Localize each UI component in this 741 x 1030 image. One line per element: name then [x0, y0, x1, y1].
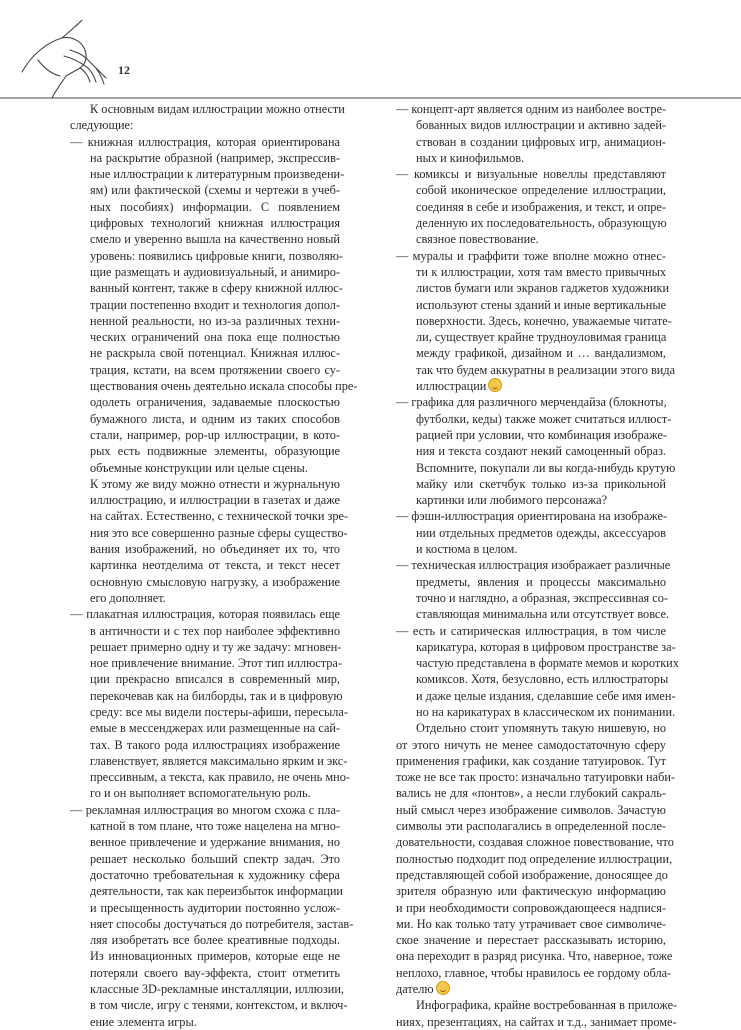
text-line: иллюстрацию, и иллюстрации в газетах и даже: [90, 493, 340, 508]
text-line: нии отдельных предметов одежды, аксессуаров: [416, 525, 666, 540]
left-column: [70, 101, 358, 1030]
text-line: ных и кинофильмов.: [416, 150, 525, 165]
text-line: от этого ничуть не менее самодостаточную сферу: [396, 737, 666, 752]
smiley-emoji-icon: [488, 378, 502, 392]
text-line: среду: все мы видели постеры-афиши, пересыла-: [90, 704, 348, 719]
text-line: ществования очень деятельно искала способы пре-: [90, 379, 358, 394]
text-line: одолеть ограничения, задаваемые плоскостью: [90, 395, 340, 410]
right-column: [396, 101, 679, 1030]
text-line: — плакатная иллюстрация, которая появилась еще: [70, 607, 340, 622]
header-decoration: [0, 20, 741, 100]
text-line: тоже не все так просто: изначально татуировки наби-: [396, 770, 676, 785]
text-line: классные 3D-рекламные инсталляции, иллюзии,: [90, 982, 344, 997]
text-line: няет способы достучаться до потребителя, застав-: [90, 916, 354, 931]
text-line: — концепт-арт является одним из наиболее востре-: [396, 102, 667, 116]
text-line: на сайтах. Естественно, с технической точки зре-: [90, 509, 349, 524]
text-line: ное привлечение внимание. Этот тип иллюстра-: [90, 656, 342, 671]
text-line: ми. Но как только тату утрачивает свое символиче-: [396, 916, 666, 931]
smiley-emoji-icon: [436, 981, 450, 995]
text-line: деятельности, так как переизбыток информации: [90, 884, 344, 899]
text-line: ния это все совершенно разные сферы существо-: [90, 525, 348, 540]
text-line: ный смысл через изображение символов. Зачастую: [396, 802, 666, 817]
text-line: Отдельно стоит упомянуть такую нишевую, но: [416, 721, 666, 736]
text-line: ям) или фактической (схемы и чертежи в учеб-: [90, 183, 340, 198]
text-line: прессивным, а текста, как правило, не очень мно-: [90, 770, 350, 785]
text-line: ния и текста создают некий самоценный образ.: [416, 444, 666, 459]
text-line: Вспомните, покупали ли вы когда-нибудь крутую: [416, 460, 676, 475]
text-line: футболки, кеды) также может считаться иллюст-: [416, 411, 672, 426]
text-line: емые в мессенджерах или размещенные на сай-: [90, 721, 341, 736]
text-line: картинка неотделима от текста, и текст несет: [90, 558, 340, 573]
text-line: применения графики, как создание татуировок. Тут: [396, 753, 666, 768]
text-line: ти к иллюстрации, хотя там вместо привычных: [416, 264, 666, 279]
text-line: катной в том плане, что тоже нацелена на мгно-: [90, 819, 340, 834]
text-line: между графикой, дизайном и … вандализмом,: [416, 346, 666, 361]
text-line: полностью подходит под определение иллюстрации,: [396, 851, 673, 866]
text-line: и даже целые издания, сделавшие себе имя имен-: [416, 688, 676, 703]
text-line: неплохо, главное, чтобы нравилось ее гордому облa-: [396, 965, 672, 980]
text-line: используют стены зданий и иные вертикальные: [416, 297, 667, 312]
text-line: карикатура, которая в цифровом пространстве за-: [416, 639, 676, 654]
text-line: главенствует, является максимально ярким и экс-: [90, 753, 348, 768]
text-line: ение элемента игры.: [90, 1014, 197, 1029]
text-line: и при необходимости сопровождающееся надпися-: [396, 900, 666, 915]
text-line: ствован в создании цифровых игр, анимацион-: [416, 134, 666, 149]
text-line: перекочевав как на билборды, так и в цифровую: [90, 688, 343, 703]
text-line: ли, существует крайне трудноуловимая граница: [416, 330, 667, 345]
text-line: уровень: появились цифровые книги, позволяю-: [90, 248, 344, 263]
text-line: — книжная иллюстрация, которая ориентирована: [70, 134, 340, 149]
text-line: листов бумаги или экранов гаджетов художники: [416, 281, 670, 296]
text-line: не раскрыла свой потенциал. Книжная иллюс-: [90, 346, 340, 361]
text-line: ции прекрасно вписался в современный мир,: [90, 672, 340, 687]
text-line: картинки или любимого персонажа?: [416, 493, 608, 508]
text-line: связное повествование.: [416, 232, 539, 247]
text-line: рацией при условии, что комбинация изображе-: [416, 427, 667, 442]
text-line: она переходит в разряд рисунка. Что, наверное, тоже: [396, 949, 673, 964]
text-line: частую представлена в формате мемов и коротких: [416, 656, 679, 671]
text-line: Из инновационных примеров, которые еще не: [90, 949, 340, 964]
text-line: в античности и с тех пор наиболее эффективно: [90, 623, 340, 638]
text-line: поверхности. Здесь, конечно, уважаемые читате-: [416, 313, 672, 328]
text-line: точно и наглядно, а образная, экспрессивная со-: [416, 590, 668, 605]
text-line: — есть и сатирическая иллюстрация, в том числе: [396, 623, 666, 638]
text-line: трация, кстати, на всем протяжении своего су-: [90, 362, 340, 377]
text-line: смело и уверенно вышла на качественно новый: [90, 232, 340, 247]
text-line: дателю: [396, 981, 666, 997]
text-line: ниях, презентациях, на сайтах и т.д., занимает проме-: [396, 1014, 677, 1029]
page-number: 12: [118, 63, 130, 77]
text-line: ненной реальности, но из-за различных техни-: [90, 313, 340, 328]
text-line: — фэшн-иллюстрация ориентирована на изображе-: [396, 509, 668, 524]
text-line: но на карикатурах в классическом их понимании.: [416, 704, 676, 719]
text-line: объемные конструкции или целые сцены.: [90, 460, 308, 475]
text-line: достаточно требовательная к художнику сфера: [90, 867, 340, 882]
text-line: ческих ограничений она пока еще полностью: [90, 330, 340, 345]
text-line: К этому же виду можно отнести и журнальную: [90, 476, 340, 491]
text-line: ставляющая минимальна или отсутствует вовсе.: [416, 607, 670, 622]
text-line: — графика для различного мерчендайза (блокноты,: [396, 395, 667, 410]
text-line: бумажного листа, и одним из таких способов: [90, 411, 340, 426]
text-line: соединяя в себе и изображения, и текст, и опре-: [416, 199, 666, 214]
text-line: деленную их последовательность, образующую: [416, 216, 667, 231]
text-line: ных пособиях) информации. С появлением: [90, 199, 340, 214]
text-line: решает примерно одну и ту же задачу: мгновен-: [90, 639, 342, 654]
text-line: собой иконическое определение иллюстрации,: [416, 183, 666, 198]
text-line: предметы, явления и процессы максимально: [416, 574, 666, 589]
text-line: трации постепенно входит и технология допол-: [90, 297, 340, 312]
text-line: ные иллюстрации к литературным произведени-: [90, 167, 345, 182]
text-line: венное привлечение и удержание внимания, но: [90, 835, 340, 850]
text-line: го и он выполняет вспомогательную роль.: [90, 786, 311, 801]
text-line: — техническая иллюстрация изображает различные: [396, 558, 671, 573]
text-line: на раскрытие образной (например, экспрессив-: [90, 150, 340, 165]
text-line: потеряли своего вау-эффекта, стоит отметить: [90, 965, 340, 980]
text-line: в том числе, игру с тенями, контекстом, и включ-: [90, 998, 348, 1013]
text-line: — муралы и граффити тоже вполне можно отнес-: [396, 248, 666, 263]
text-line: цифровых технологий книжная иллюстрация: [90, 216, 340, 231]
text-line: и пресыщенность аудитории постоянно услож-: [90, 900, 340, 915]
text-line: так что будем аккуратны в реализации этого вида: [416, 362, 676, 377]
text-line: К основным видам иллюстрации можно отнести: [90, 102, 345, 116]
text-line: тах. В такого рода иллюстрациях изображение: [90, 737, 340, 752]
text-line: ское значение и перестает рассказывать историю,: [396, 933, 666, 948]
text-line: майку или скетчбук только из-за прикольной: [416, 476, 666, 491]
text-line: представляющей собой изображение, доносящее до: [396, 867, 668, 882]
text-line: — комиксы и визуальные новеллы представляют: [396, 167, 666, 182]
text-line: основную смысловую нагрузку, а изображение: [90, 574, 340, 589]
text-line: — рекламная иллюстрация во многом схожа с пла-: [70, 802, 340, 817]
text-line: ванный контент, также в сферу книжной иллюс-: [90, 281, 343, 296]
text-line: символы эти располагались в определенной после-: [396, 819, 666, 834]
text-line: решает несколько больший спектр задач. Это: [90, 851, 340, 866]
text-line: ляя изобретать все более креативные подходы.: [90, 933, 340, 948]
text-line: вались не для «понтов», а несли глубокий сакраль-: [396, 786, 666, 801]
text-line: зрителя образную или фактическую информацию: [396, 884, 666, 899]
text-line: его дополняет.: [90, 590, 166, 605]
text-line: и костюма в целом.: [416, 542, 518, 557]
text-line: довательности, создавая сложное повествование, что: [396, 835, 674, 850]
writing-hand-icon: [22, 20, 106, 98]
text-line: комиксов. Хотя, безусловно, есть иллюстраторы: [416, 672, 669, 687]
text-line: бованных видов иллюстрации и активно задей-: [416, 118, 666, 133]
text-line: Инфографика, крайне востребованная в приложе-: [416, 998, 678, 1013]
text-line: иллюстрации: [396, 378, 666, 394]
text-line: следующие:: [70, 118, 134, 133]
text-line: вания изображений, но объединяет их то, что: [90, 542, 340, 557]
text-line: стали, например, pop-up иллюстрации, в кото-: [90, 427, 340, 442]
text-line: щие размещать и аудиовизуальный, и анимиро-: [90, 264, 340, 279]
text-line: рых есть подвижные элементы, образующие: [90, 444, 340, 459]
